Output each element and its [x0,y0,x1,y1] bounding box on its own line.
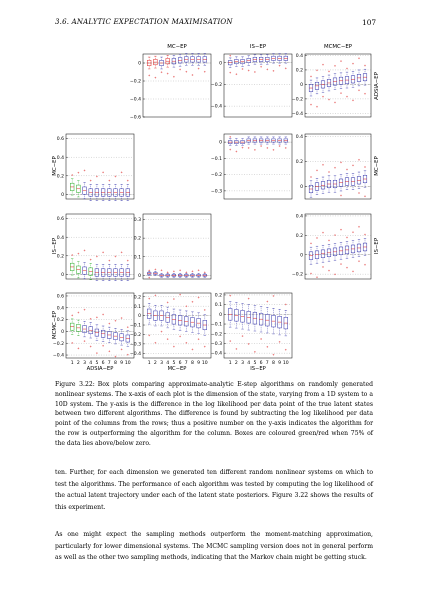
panel-r3c0-x-tick-label: 6 [101,361,105,366]
panel-r1c1-frame [224,134,292,199]
panel-r3c2-x-tick-label: 8 [271,361,275,366]
page-number: 107 [362,18,377,27]
panel-r0c2-tick-label: 0.4 [295,54,303,60]
row-label-is-ep: IS−EP [52,237,58,255]
panel-r2c1-frame [143,214,211,279]
panel-r3c0-x-tick-label: 7 [107,361,111,366]
panel-r3c0-tick-label: 0 [61,330,64,336]
panel-r2c1-tick-label: 0 [138,273,141,279]
panel-r3c0-tick-label: −0.2 [52,341,64,347]
panel-r1c2-frame [305,134,371,199]
body-paragraph-2: As one might expect the sampling methods outperform the moment-matching approximation, particularly for lower dimensional systems. The MCMC sampling version does not in general perform as well as the other two sampling methods, indicating that the Markov chain might be getting stuck. [55,531,373,562]
x-axis-label-1: MC−EP [167,366,187,372]
panel-r3c1-x-tick-label: 1 [147,361,151,366]
panel-r0c2-frame [305,54,371,117]
panel-r1c0-tick-label: 0.4 [56,155,64,161]
panel-r3c1-tick-label: −0.1 [129,323,141,329]
panel-r3c2-x-tick-label: 9 [278,361,282,366]
panel-r2c2-tick-label: 0.2 [295,233,303,239]
panel-r3c1-x-tick-label: 3 [160,361,164,366]
panel-r3c2-x-tick-label: 4 [247,361,251,366]
panel-r1c0-tick-label: 0.6 [56,137,64,143]
panel-r3c2-tick-label: −0.1 [210,322,222,328]
panel-r3c2-tick-label: −0.3 [210,342,222,348]
panel-r3c2-x-tick-label: 6 [259,361,263,366]
panel-r3c1-x-tick-label: 6 [178,361,182,366]
panel-r3c0-x-tick-label: 4 [89,361,93,366]
right-label-adsia-ep: ADSIA−EP [374,72,380,100]
panel-r3c1-x-tick-label: 8 [190,361,194,366]
panel-r3c1-tick-label: −0.2 [129,333,141,339]
panel-r0c1-tick-label: 0 [219,61,222,67]
right-label-is-ep: IS−EP [374,237,380,255]
panel-r3c1-x-tick-label: 9 [197,361,201,366]
panel-r1c1-tick-label: −0.1 [210,156,222,162]
figure-label: Figure 3.22: [55,381,95,388]
panel-r3c2-x-tick-label: 7 [265,361,269,366]
panel-r2c1-tick-label: 0.1 [133,255,141,261]
panel-r1c2-tick-label: 0.4 [295,135,303,141]
panel-r3c2-tick-label: 0 [219,312,222,318]
panel-r3c2-x-tick-label: 2 [234,361,238,366]
panel-r1c1-tick-label: 0 [219,140,222,146]
x-axis-label-0: ADSIA−EP [86,366,114,372]
panel-r3c0-x-tick-label: 3 [83,361,87,366]
panel-r3c2-x-tick-label: 1 [228,361,232,366]
row-label-mc-ep: MC−EP [52,156,58,176]
panel-r3c2-frame [224,293,292,358]
panel-r3c1-x-tick-label: 4 [166,361,170,366]
panel-r2c0-tick-label: 0.6 [56,217,64,223]
panel-r3c2-x-tick-label: 3 [241,361,245,366]
body-paragraph-1: ten. Further, for each dimension we generated ten different random nonlinear systems on which to test the algorithms. The performance of each algorithm was tested by computing the log likelihood of the actual latent trajectory under each of the latent state posteriors. Figure 3.22 shows the results of this experiment. [55,469,373,512]
caption-text: Box plots comparing approximate-analytic E-step algorithms on randomly generated nonlinear systems. The x-axis of each plot is the dimension of the state, varying from a 1D system to a 10D system. The y-axis is the difference in the log likelihood per data point of the true latent states between two different algorithms. The difference is found by subtracting the log likelihood per data point of the columns from the rows; thus a positive number on the y-axis indicates the algorithm for the row is outperforming the algorithm for the column. Boxes are coloured green/red when 75% of the data lies above/below zero. [55,381,373,447]
column-title-is-ep: IS−EP [249,44,267,50]
panel-r0c2-tick-label: 0 [300,83,303,89]
panel-r1c1-tick-label: −0.3 [210,189,222,195]
panel-r3c0-tick-label: 0.2 [56,318,64,324]
panel-r3c2-x-tick-label: 5 [253,361,257,366]
panel-r0c2-tick-label: 0.2 [295,68,303,74]
panel-r3c0-x-tick-label: 8 [113,361,117,366]
panel-r3c2-tick-label: 0.1 [214,303,222,309]
panel-r3c0-x-tick-label: 10 [124,361,131,366]
panel-r3c1-tick-label: 0.1 [133,304,141,310]
panel-r0c0-tick-label: −0.4 [129,97,141,103]
panel-r0c1-frame [224,54,292,117]
panel-r1c0-frame [66,134,134,199]
x-axis-label-2: IS−EP [250,366,266,372]
panel-r0c0-tick-label: −0.6 [129,115,141,121]
panel-r2c0-tick-label: 0.4 [56,235,64,241]
panel-r3c0-x-tick-label: 9 [120,361,124,366]
panel-r0c0-tick-label: 0 [138,61,141,67]
panel-r1c0-tick-label: 0 [61,192,64,198]
panel-r3c0-tick-label: 0.6 [56,294,64,300]
panel-r0c2-tick-label: −0.2 [291,97,303,103]
panel-r3c0-x-tick-label: 2 [76,361,80,366]
row-label-mcmc-ep: MCMC−EP [52,310,58,340]
panel-r1c2-tick-label: 0 [300,185,303,191]
panel-r3c1-frame [143,293,211,358]
panel-r0c0-frame [143,54,211,117]
panel-r3c1-tick-label: −0.4 [129,351,141,357]
running-header: 3.6. ANALYTIC EXPECTATION MAXIMISATION [55,18,233,26]
panel-r2c0-tick-label: 0.2 [56,254,64,260]
panel-r0c1-tick-label: −0.4 [210,104,222,110]
figure-caption [55,380,373,449]
panel-r3c0-frame [66,293,134,358]
panel-r1c1-tick-label: −0.2 [210,173,222,179]
panel-r3c2-tick-label: −0.4 [210,351,222,357]
panel-r3c1-x-tick-label: 2 [153,361,157,366]
panel-r1c2-tick-label: 0.2 [295,160,303,166]
panel-r3c0-x-tick-label: 1 [70,361,74,366]
column-title-mcmc-ep: MCMC−EP [323,44,353,50]
panel-r3c0-tick-label: −0.4 [52,353,64,359]
panel-r3c2-tick-label: 0.2 [214,293,222,299]
panel-r0c1-tick-label: −0.2 [210,83,222,89]
panel-r2c2-tick-label: 0.4 [295,214,303,220]
column-title-mc-ep: MC−EP [167,44,187,50]
panel-r2c2-tick-label: 0 [300,253,303,259]
panel-r2c0-frame [66,214,134,279]
panel-r2c1-tick-label: 0.2 [133,236,141,242]
panel-r0c0-tick-label: −0.2 [129,79,141,85]
panel-r2c2-tick-label: −0.2 [291,272,303,278]
panel-r0c2-tick-label: −0.4 [291,111,303,117]
panel-r2c1-tick-label: 0.3 [133,218,141,224]
panel-r3c1-tick-label: 0 [138,314,141,320]
panel-r3c1-tick-label: −0.3 [129,342,141,348]
panel-r3c2-tick-label: −0.2 [210,332,222,338]
panel-r3c1-x-tick-label: 5 [172,361,176,366]
panel-r3c1-tick-label: 0.2 [133,295,141,301]
panel-r3c0-x-tick-label: 5 [95,361,99,366]
panel-r2c0-tick-label: 0 [61,272,64,278]
panel-r3c1-x-tick-label: 7 [184,361,188,366]
right-label-mc-ep: MC−EP [374,156,380,176]
panel-r2c2-frame [305,214,371,279]
panel-r3c0-tick-label: 0.4 [56,306,64,312]
panel-r3c1-x-tick-label: 10 [201,361,208,366]
panel-r1c0-tick-label: 0.2 [56,174,64,180]
panel-r3c2-x-tick-label: 10 [282,361,289,366]
